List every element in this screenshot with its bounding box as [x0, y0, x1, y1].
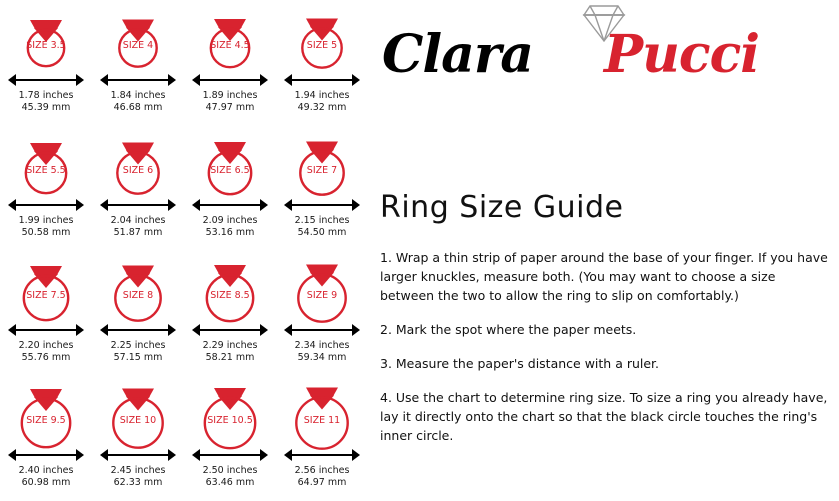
measurement-mm: 45.39 mm	[21, 102, 71, 113]
measurement-inches: 1.89 inches	[202, 90, 258, 101]
diameter-arrow-icon	[284, 74, 360, 86]
ring-measurements	[92, 90, 184, 114]
ring-size-label: SIZE 7	[306, 165, 338, 176]
instruction-step: 1. Wrap a thin strip of paper around the base of your finger. If you have larger knuckles, measure both. (You may want to choose a size between the two to allow the ring to slip on comfortably.)	[380, 250, 828, 303]
ring-size-label: SIZE 3.5	[26, 40, 66, 51]
diameter-arrow-icon	[8, 74, 84, 86]
measurement-inches: 1.78 inches	[18, 90, 74, 101]
measurement-inches: 2.15 inches	[294, 215, 350, 226]
measurement-mm: 54.50 mm	[297, 227, 347, 238]
diameter-arrow-icon	[100, 324, 176, 336]
ring-size-label: SIZE 11	[303, 415, 341, 426]
ring-measurements	[184, 215, 276, 239]
measurement-mm: 62.33 mm	[113, 477, 163, 488]
instruction-step: 4. Use the chart to determine ring size. To size a ring you already have, lay it directly onto the chart so that the black circle touches the ring's inner circle.	[380, 390, 828, 443]
guide-panel	[372, 0, 839, 501]
ring-size-label: SIZE 10.5	[207, 415, 253, 426]
measurement-mm: 60.98 mm	[21, 477, 71, 488]
diameter-arrow-icon	[192, 449, 268, 461]
measurement-mm: 59.34 mm	[297, 352, 347, 363]
measurement-mm: 57.15 mm	[113, 352, 163, 363]
ring-measurements	[184, 340, 276, 364]
brand-logo	[372, 0, 839, 110]
page-title: Ring Size Guide	[380, 190, 624, 225]
diameter-arrow-icon	[100, 74, 176, 86]
ring-measurements	[184, 465, 276, 489]
diameter-arrow-icon	[100, 449, 176, 461]
instruction-step: 3. Measure the paper's distance with a ruler.	[380, 356, 660, 371]
measurement-inches: 2.40 inches	[18, 465, 74, 476]
ring-size-label: SIZE 6.5	[210, 165, 250, 176]
ring-measurements	[92, 340, 184, 364]
measurement-mm: 58.21 mm	[205, 352, 255, 363]
ring-size-label: SIZE 7.5	[26, 290, 66, 301]
ring-size-cell	[276, 375, 368, 500]
ring-size-label: SIZE 4	[122, 40, 154, 51]
ring-measurements	[276, 215, 368, 239]
measurement-mm: 47.97 mm	[205, 102, 255, 113]
ring-size-cell	[92, 0, 184, 125]
ring-size-cell	[92, 375, 184, 500]
measurement-inches: 2.50 inches	[202, 465, 258, 476]
brand-name-second: Pucci	[604, 24, 759, 85]
measurement-mm: 49.32 mm	[297, 102, 347, 113]
ring-size-cell	[0, 125, 92, 250]
ring-size-cell	[0, 250, 92, 375]
ring-size-cell	[276, 0, 368, 125]
ring-measurements	[92, 465, 184, 489]
measurement-inches: 1.84 inches	[110, 90, 166, 101]
brand-name-first: Clara	[382, 24, 533, 85]
measurement-inches: 2.04 inches	[110, 215, 166, 226]
ring-size-label: SIZE 8.5	[210, 290, 250, 301]
ring-size-cell	[184, 375, 276, 500]
measurement-mm: 64.97 mm	[297, 477, 347, 488]
instruction-step: 2. Mark the spot where the paper meets.	[380, 322, 637, 337]
ring-measurements	[0, 90, 92, 114]
ring-size-cell	[92, 250, 184, 375]
ring-measurements	[92, 215, 184, 239]
ring-measurements	[0, 465, 92, 489]
ring-size-label: SIZE 5	[306, 40, 338, 51]
measurement-inches: 2.29 inches	[202, 340, 258, 351]
measurement-mm: 55.76 mm	[21, 352, 71, 363]
diameter-arrow-icon	[284, 449, 360, 461]
ring-measurements	[276, 90, 368, 114]
ring-size-cell	[276, 125, 368, 250]
ring-size-cell	[184, 250, 276, 375]
ring-measurements	[276, 340, 368, 364]
diameter-arrow-icon	[8, 199, 84, 211]
measurement-inches: 1.94 inches	[294, 90, 350, 101]
ring-measurements	[184, 90, 276, 114]
ring-size-cell	[0, 375, 92, 500]
ring-size-cell	[184, 125, 276, 250]
instruction-list	[380, 248, 832, 460]
diameter-arrow-icon	[100, 199, 176, 211]
measurement-inches: 1.99 inches	[18, 215, 74, 226]
ring-size-label: SIZE 9	[306, 290, 338, 301]
ring-size-cell	[276, 250, 368, 375]
measurement-mm: 63.46 mm	[205, 477, 255, 488]
measurement-mm: 53.16 mm	[205, 227, 255, 238]
measurement-mm: 46.68 mm	[113, 102, 163, 113]
ring-size-cell	[92, 125, 184, 250]
measurement-inches: 2.09 inches	[202, 215, 258, 226]
ring-size-cell	[184, 0, 276, 125]
diameter-arrow-icon	[284, 324, 360, 336]
measurement-inches: 2.25 inches	[110, 340, 166, 351]
diameter-arrow-icon	[284, 199, 360, 211]
diameter-arrow-icon	[192, 74, 268, 86]
diameter-arrow-icon	[8, 324, 84, 336]
ring-size-label: SIZE 9.5	[26, 415, 66, 426]
ring-size-chart	[0, 0, 368, 501]
ring-size-label: SIZE 5.5	[26, 165, 66, 176]
ring-size-label: SIZE 6	[122, 165, 154, 176]
diameter-arrow-icon	[192, 324, 268, 336]
measurement-inches: 2.45 inches	[110, 465, 166, 476]
ring-size-cell	[0, 0, 92, 125]
ring-measurements	[0, 340, 92, 364]
ring-measurements	[0, 215, 92, 239]
measurement-inches: 2.20 inches	[18, 340, 74, 351]
measurement-inches: 2.56 inches	[294, 465, 350, 476]
measurement-inches: 2.34 inches	[294, 340, 350, 351]
measurement-mm: 50.58 mm	[21, 227, 71, 238]
ring-measurements	[276, 465, 368, 489]
measurement-mm: 51.87 mm	[113, 227, 163, 238]
ring-size-label: SIZE 10	[119, 415, 157, 426]
ring-size-label: SIZE 8	[122, 290, 154, 301]
diameter-arrow-icon	[8, 449, 84, 461]
ring-size-label: SIZE 4.5	[210, 40, 250, 51]
diameter-arrow-icon	[192, 199, 268, 211]
